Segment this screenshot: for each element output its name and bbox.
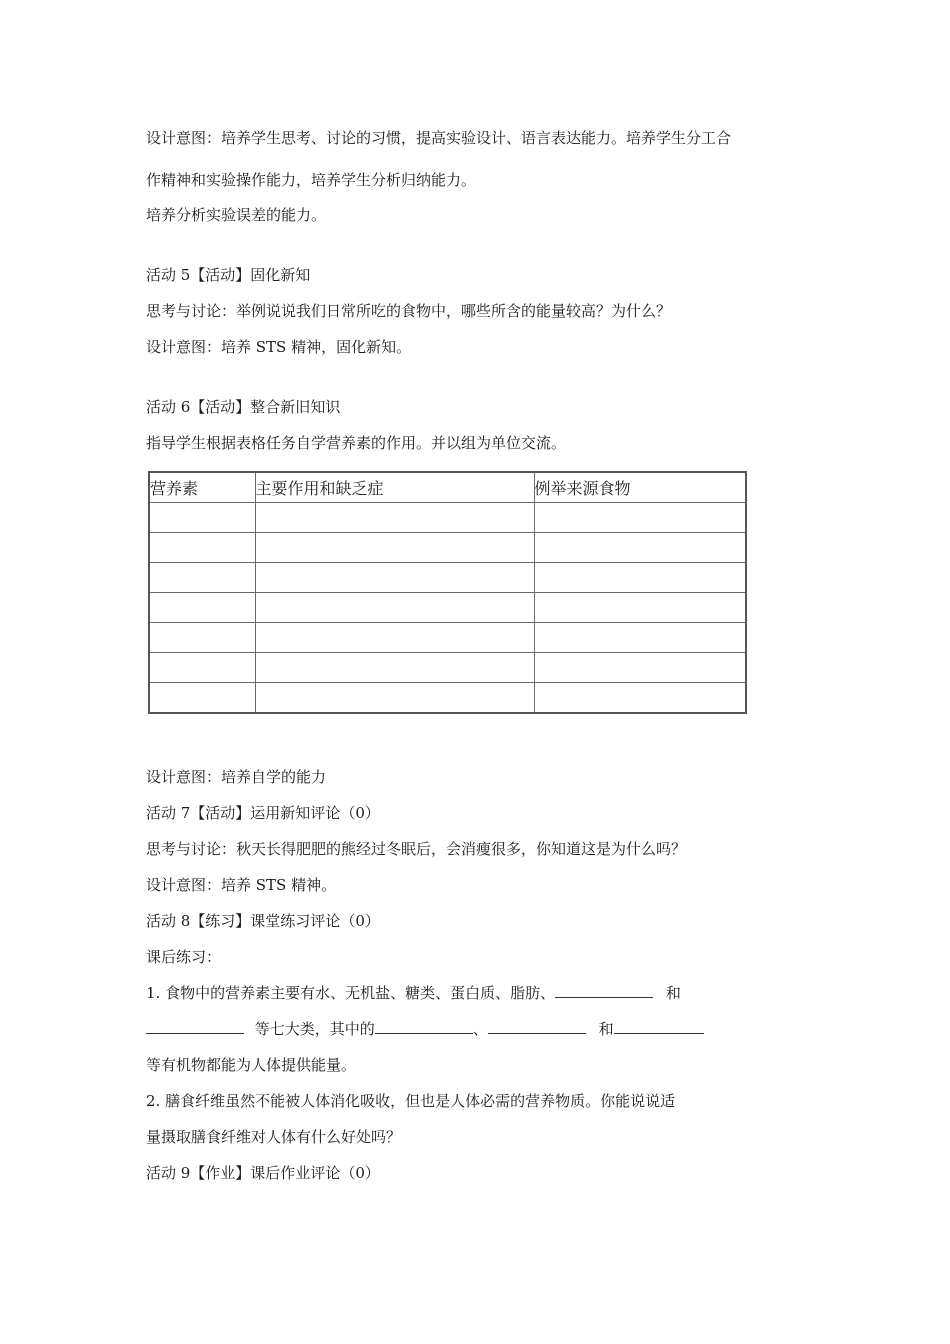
table-cell[interactable] [534,533,746,563]
question-2-line-2: 量摄取膳食纤维对人体有什么好处吗？ [146,1128,402,1146]
activity-5-title: 活动 5【活动】固化新知 [146,266,311,284]
question-1-and-2: 和 [598,1020,614,1038]
table-cell[interactable] [149,683,255,714]
table-header-function: 主要作用和缺乏症 [255,472,534,503]
nutrient-table [148,471,747,714]
question-1-text-2: 等七大类，其中的 [254,1020,375,1038]
activity-7-intent: 设计意图：培养 STS 精神。 [146,876,337,894]
question-1-and-1: 和 [665,984,681,1002]
activity-5-discussion: 思考与讨论：举例说说我们日常所吃的食物中，哪些所含的能量较高？为什么？ [146,302,672,320]
table-row [149,653,746,683]
question-1-line-1 [146,983,681,1003]
table-cell[interactable] [149,623,255,653]
table-cell[interactable] [149,503,255,533]
activity-7-title: 活动 7【活动】运用新知评论（0） [146,804,380,822]
table-cell[interactable] [149,563,255,593]
answer-blank[interactable] [375,1019,473,1034]
table-cell[interactable] [149,653,255,683]
table-header-source: 例举来源食物 [534,472,746,503]
activity-6-title: 活动 6【活动】整合新旧知识 [146,398,341,416]
table-cell[interactable] [534,683,746,714]
activity-7-discussion: 思考与讨论：秋天长得肥肥的熊经过冬眠后，会消瘦很多，你知道这是为什么吗？ [146,840,687,858]
table-cell[interactable] [534,503,746,533]
table-row [149,563,746,593]
intent-1-line-3: 培养分析实验误差的能力。 [146,206,327,224]
question-1-text-1: 1. 食物中的营养素主要有水、无机盐、糖类、蛋白质、脂肪、 [146,984,556,1002]
table-header-row [149,472,746,503]
table-cell[interactable] [534,563,746,593]
activity-9-title: 活动 9【作业】课后作业评论（0） [146,1164,380,1182]
table-cell[interactable] [255,683,534,714]
table-row [149,533,746,563]
table-header-nutrient: 营养素 [149,472,255,503]
table-cell[interactable] [534,623,746,653]
table-cell[interactable] [255,593,534,623]
question-1-sep: 、 [472,1020,488,1038]
table-cell[interactable] [149,533,255,563]
table-row [149,593,746,623]
answer-blank[interactable] [555,983,653,998]
table-cell[interactable] [255,503,534,533]
table-row [149,683,746,714]
table-cell[interactable] [149,593,255,623]
table-cell[interactable] [255,533,534,563]
activity-8-title: 活动 8【练习】课堂练习评论（0） [146,912,380,930]
intent-self-study: 设计意图：培养自学的能力 [146,768,327,786]
activity-6-instruction: 指导学生根据表格任务自学营养素的作用。并以组为单位交流。 [146,434,567,452]
answer-blank[interactable] [146,1019,244,1034]
table-cell[interactable] [255,563,534,593]
answer-blank[interactable] [488,1019,586,1034]
intent-1-line-2: 作精神和实验操作能力，培养学生分析归纳能力。 [146,171,477,189]
homework-label: 课后练习： [146,948,222,966]
question-1-line-3: 等有机物都能为人体提供能量。 [146,1056,357,1074]
table-cell[interactable] [255,623,534,653]
question-1-line-2 [146,1019,704,1039]
table-row [149,623,746,653]
answer-blank[interactable] [614,1019,704,1034]
table-row [149,503,746,533]
question-2-line-1: 2. 膳食纤维虽然不能被人体消化吸收，但也是人体必需的营养物质。你能说说适 [146,1092,676,1110]
table-cell[interactable] [534,593,746,623]
table-cell[interactable] [534,653,746,683]
table-cell[interactable] [255,653,534,683]
activity-5-intent: 设计意图：培养 STS 精神，固化新知。 [146,338,412,356]
intent-1-line-1: 设计意图：培养学生思考、讨论的习惯，提高实验设计、语言表达能力。培养学生分工合 [146,129,732,147]
